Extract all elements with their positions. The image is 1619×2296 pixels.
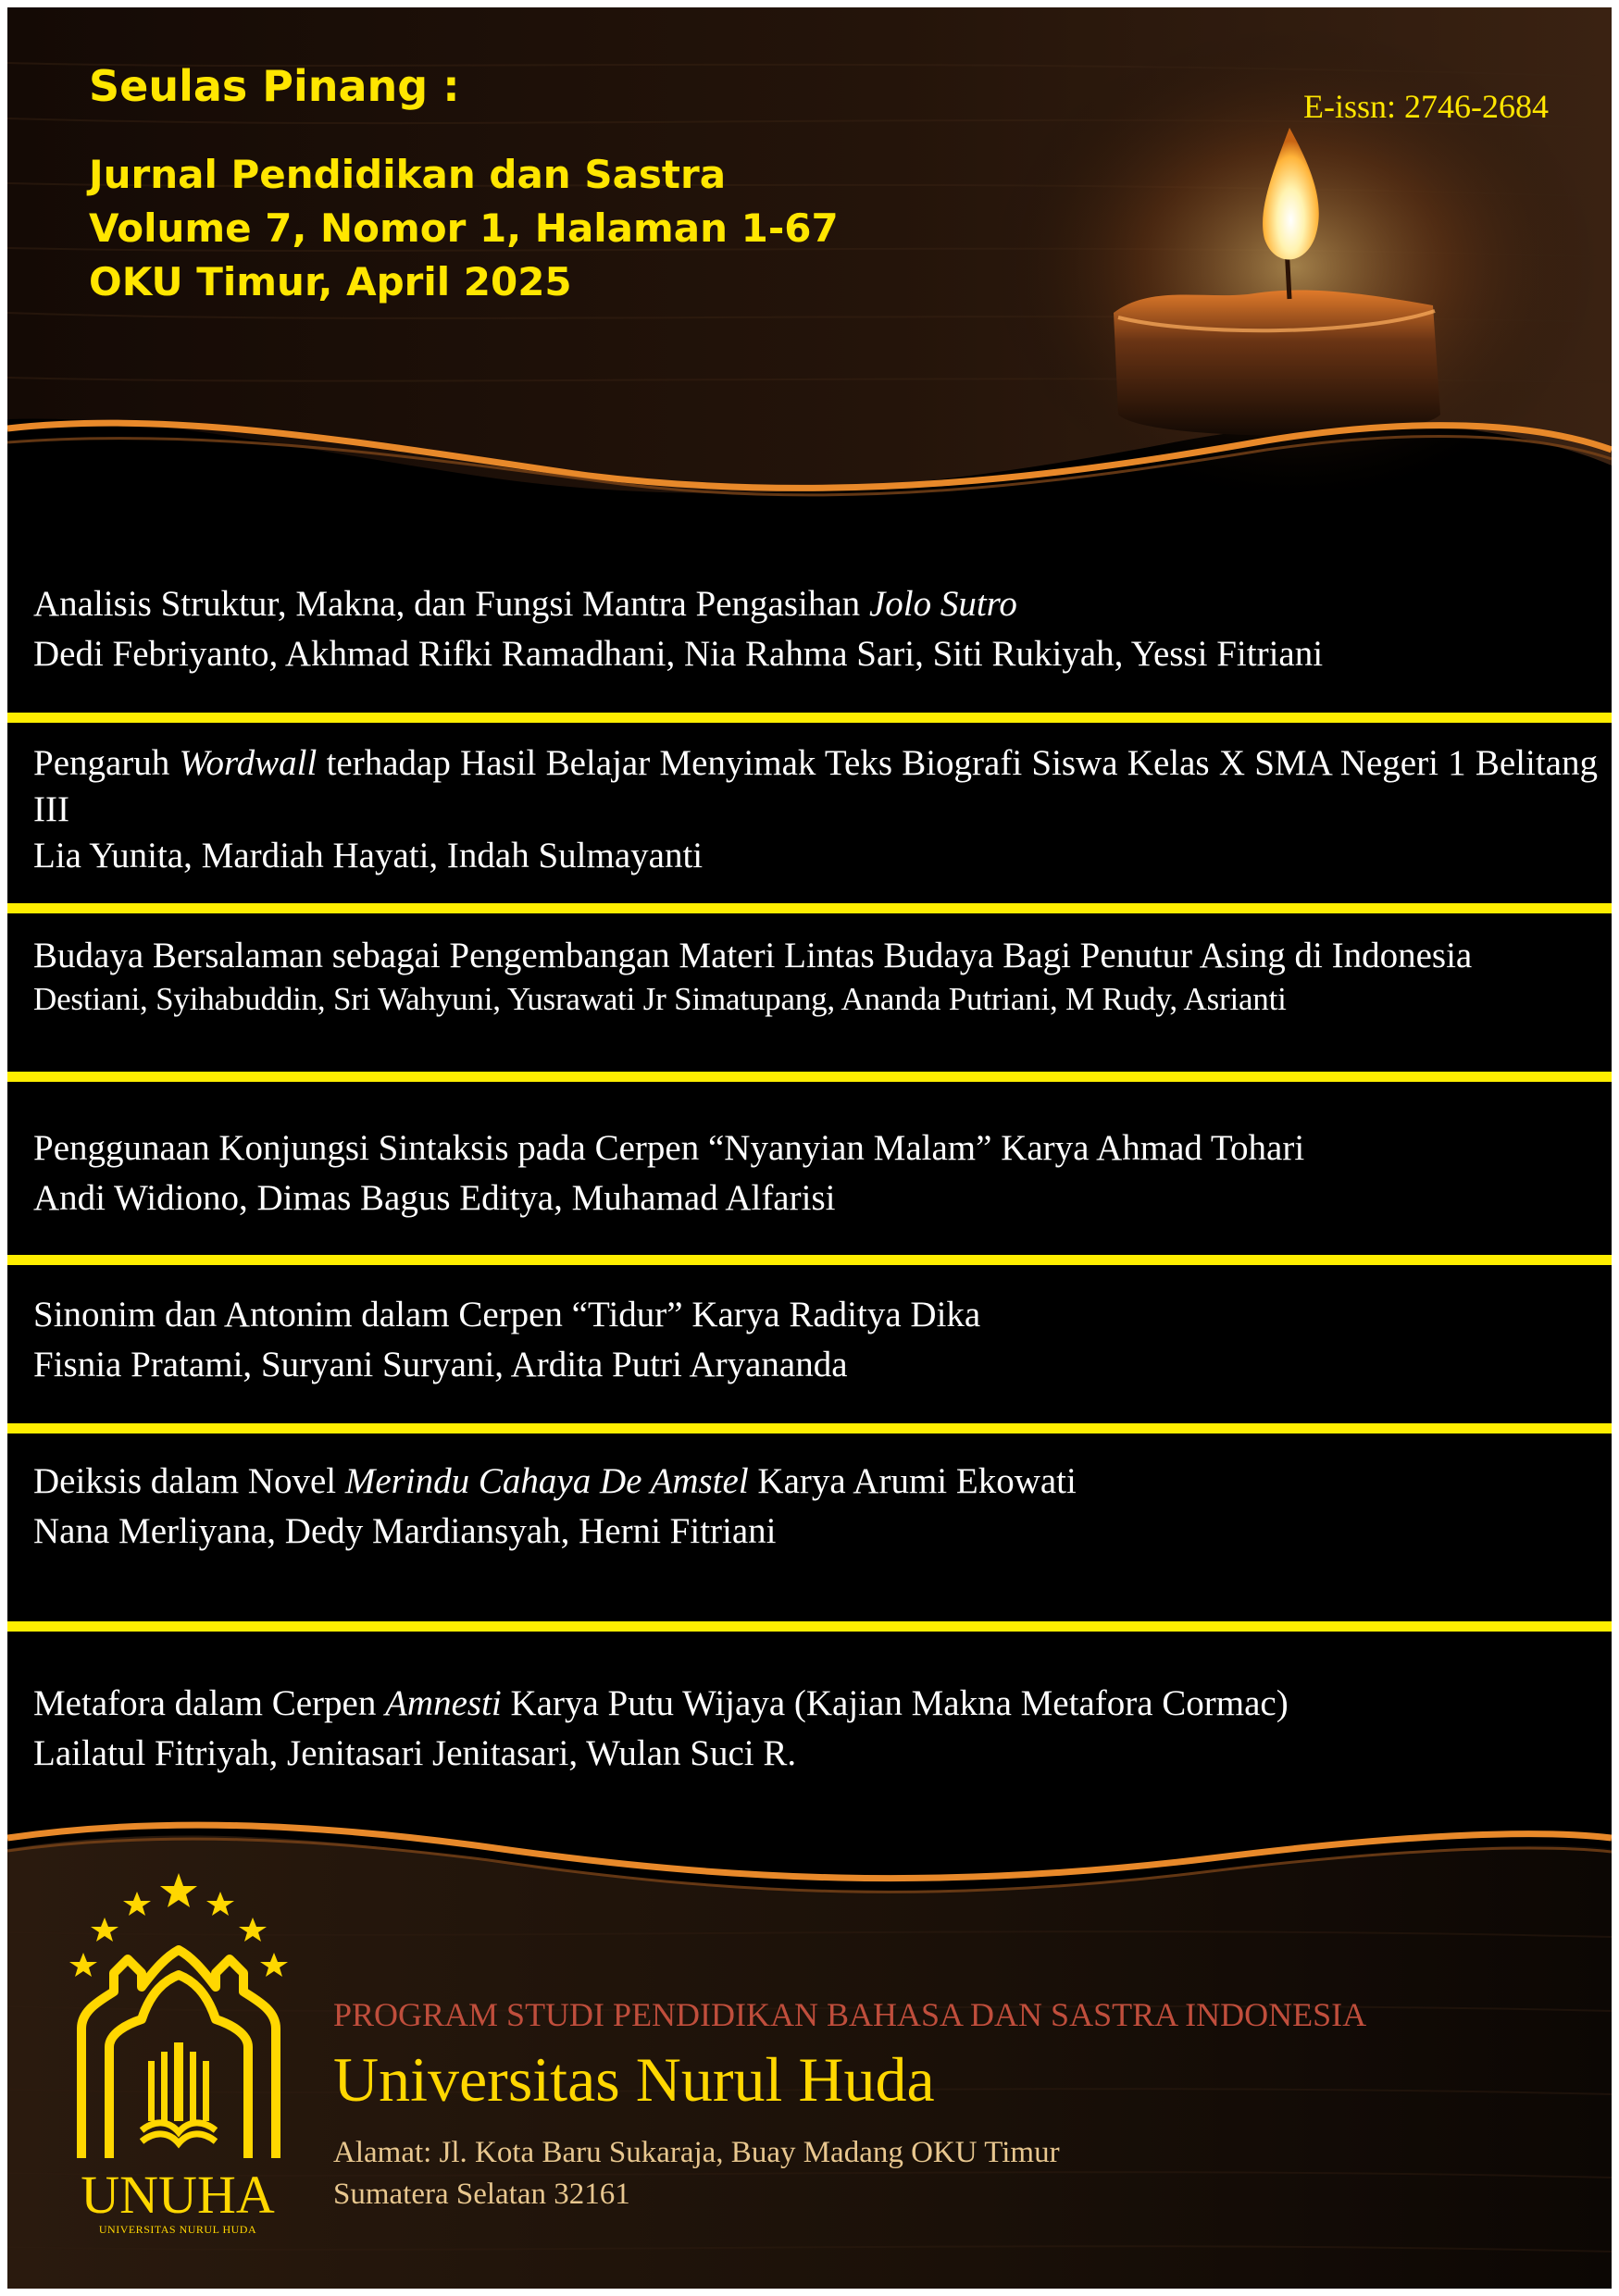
address-line-2: Sumatera Selatan 32161 (333, 2178, 630, 2211)
article-title: Sinonim dan Antonim dalam Cerpen “Tidur” Karya Raditya Dika (33, 1295, 981, 1334)
article-entry (33, 740, 1598, 879)
volume-line: Volume 7, Nomor 1, Halaman 1-67 (89, 205, 839, 251)
program-name: PROGRAM STUDI PENDIDIKAN BAHASA DAN SASTRA INDONESIA (333, 1996, 1367, 2033)
article-entry (33, 933, 1598, 1018)
journal-cover (7, 7, 1612, 2289)
separator-bar (7, 713, 1612, 723)
article-authors: Lia Yunita, Mardiah Hayati, Indah Sulmayanti (33, 836, 704, 875)
journal-subtitle: Jurnal Pendidikan dan Sastra (89, 152, 727, 197)
logo-subtext: UNIVERSITAS NURUL HUDA (98, 2223, 257, 2236)
separator-bar (7, 1423, 1612, 1433)
article-entry (33, 1458, 1598, 1555)
place-date: OKU Timur, April 2025 (89, 259, 572, 304)
article-entry (33, 581, 1598, 677)
separator-bar (7, 1072, 1612, 1082)
university-name: Universitas Nurul Huda (333, 2044, 935, 2115)
article-title: Deiksis dalam Novel Merindu Cahaya De Amstel Karya Arumi Ekowati (33, 1461, 1077, 1501)
logo-wordmark: UNUHA (81, 2165, 275, 2225)
separator-bar (7, 1255, 1612, 1265)
eissn-label: E-issn: 2746-2684 (1303, 88, 1549, 125)
article-title: Metafora dalam Cerpen Amnesti Karya Putu Wijaya (Kajian Makna Metafora Cormac) (33, 1683, 1289, 1723)
journal-title: Seulas Pinang : (89, 61, 460, 111)
article-title: Analisis Struktur, Makna, dan Fungsi Mantra Pengasihan Jolo Sutro (33, 584, 1017, 624)
article-title: Penggunaan Konjungsi Sintaksis pada Cerpen “Nyanyian Malam” Karya Ahmad Tohari (33, 1128, 1305, 1168)
article-entry (33, 1681, 1598, 1777)
address-line-1: Alamat: Jl. Kota Baru Sukaraja, Buay Madang OKU Timur (333, 2136, 1060, 2169)
article-authors: Lailatul Fitriyah, Jenitasari Jenitasari, Wulan Suci R. (33, 1733, 797, 1773)
separator-bar (7, 1621, 1612, 1632)
article-authors: Destiani, Syihabuddin, Sri Wahyuni, Yusrawati Jr Simatupang, Ananda Putriani, M Rudy, Asrianti (33, 981, 1287, 1017)
article-title: Pengaruh Wordwall terhadap Hasil Belajar Menyimak Teks Biografi Siswa Kelas X SMA Negeri 1 Belitang III (33, 743, 1598, 829)
article-authors: Fisnia Pratami, Suryani Suryani, Ardita Putri Aryananda (33, 1345, 848, 1384)
article-title: Budaya Bersalaman sebagai Pengembangan Materi Lintas Budaya Bagi Penutur Asing di Indonesia (33, 936, 1473, 975)
article-authors: Dedi Febriyanto, Akhmad Rifki Ramadhani, Nia Rahma Sari, Siti Rukiyah, Yessi Fitriani (33, 634, 1324, 674)
article-entry (33, 1125, 1598, 1222)
article-entry (33, 1292, 1598, 1388)
separator-bar (7, 903, 1612, 913)
article-authors: Nana Merliyana, Dedy Mardiansyah, Herni Fitriani (33, 1511, 777, 1551)
article-authors: Andi Widiono, Dimas Bagus Editya, Muhamad Alfarisi (33, 1178, 836, 1218)
